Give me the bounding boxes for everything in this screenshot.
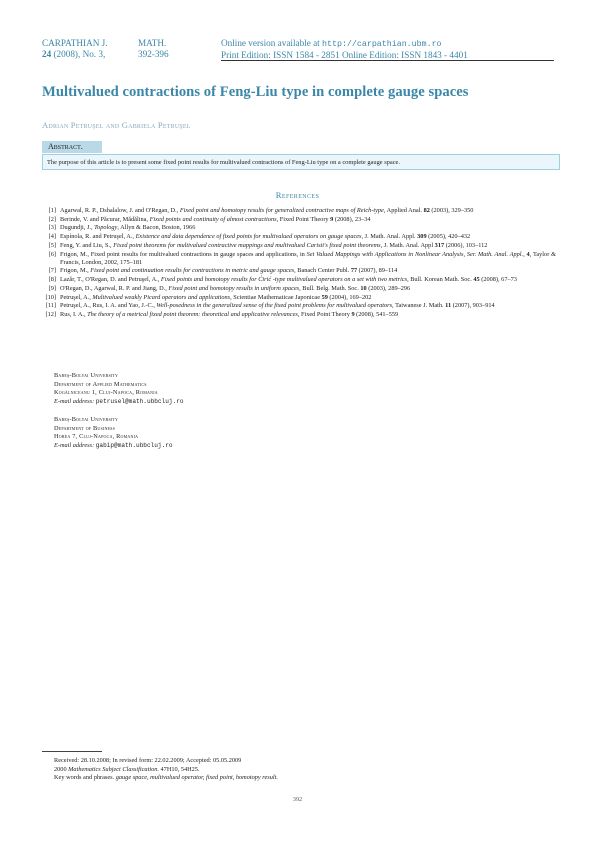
reference-item	[42, 207, 556, 215]
reference-part-a: Agarwal, R. P., Dshalalow, J. and O'Regan, D.,	[60, 207, 180, 214]
journal-issue: (2008), No. 3,	[53, 49, 106, 59]
email-label: E-mail address:	[54, 441, 95, 449]
reference-item	[42, 285, 556, 293]
reference-text	[60, 294, 556, 302]
reference-number: [10]	[45, 293, 56, 301]
reference-part-t: Existence and data dependence of fixed points for multivalued operators on gauge spaces	[135, 233, 362, 241]
edition-info	[221, 38, 468, 61]
reference-text	[60, 302, 556, 310]
keywords-label: Key words and phrases.	[54, 774, 115, 782]
reference-item	[42, 302, 556, 310]
reference-part-b: , J. Math. Anal. Appl.	[361, 233, 418, 241]
reference-part-b: , Applied Anal.	[383, 207, 424, 214]
journal-name: CARPATHIAN J.	[42, 38, 108, 48]
reference-part-b: , Fixed Point Theory	[297, 310, 352, 318]
reference-part-t: Fixed points and homotopy results for Ćirić -type multivalued operators on a set with two metrics	[160, 276, 408, 284]
journal-volume: 24	[42, 49, 52, 59]
abstract-text: The purpose of this article is to present some fixed point results for multivalued contractions of Feng-Liu type on a complete gauge space.	[42, 154, 560, 170]
reference-number: [2]	[48, 215, 56, 223]
reference-part-t: The theory of a metrical fixed point theorem: theoretical and applicative relevances	[87, 310, 298, 318]
header-rule	[221, 60, 554, 61]
abstract-label: Abstract.	[42, 141, 102, 153]
reference-part-c: (2007), 903–914	[451, 302, 495, 310]
reference-part-v: 82	[423, 207, 430, 214]
reference-item	[42, 311, 556, 319]
authors	[42, 120, 191, 130]
email-address[interactable]: gabip@math.ubbcluj.ro	[95, 441, 173, 449]
reference-part-a: Feng, Y. and Liu, S.,	[60, 241, 114, 249]
reference-part-v: 309	[417, 233, 427, 241]
issn-line: Print Edition: ISSN 1584 - 2851 Online Edition: ISSN 1843 - 4401	[221, 50, 468, 60]
address-2	[54, 416, 173, 450]
reference-part-c: (2006), 103–112	[444, 241, 488, 249]
reference-part-a: Petruşel, A., Rus, I. A. and Yao, J.-C.,	[60, 302, 157, 310]
reference-text	[60, 285, 556, 293]
reference-item	[42, 294, 556, 302]
reference-part-b: , Bull. Korean Math. Soc.	[407, 276, 474, 284]
reference-part-c: (2003), 329–350	[429, 207, 474, 214]
address-department: Department of Applied Mathematics	[54, 380, 147, 388]
reference-part-b: , Allyn & Bacon, Boston, 1966	[117, 224, 196, 232]
reference-part-a: Petruşel, A.,	[60, 293, 93, 301]
reference-number: [5]	[48, 241, 56, 249]
keywords-text: gauge space, multivalued operator, fixed point, homotopy result.	[114, 774, 278, 782]
reference-part-a: Dugundji, J.,	[60, 224, 95, 232]
reference-part-v: 45	[473, 276, 480, 284]
reference-text	[60, 267, 556, 275]
reference-part-a: Rus, I. A.,	[60, 310, 88, 318]
reference-number: [11]	[45, 302, 56, 310]
reference-part-b: , Scientiae Mathematicae Japonicae	[230, 293, 322, 301]
reference-text	[60, 207, 556, 215]
reference-part-t: Fixed point and homotopy results in uniform spaces	[168, 284, 300, 292]
reference-part-t: Fixed point theorems for multivalued contractive mappings and multivalued Caristi's fixed point theorems	[113, 241, 381, 249]
footnote-rule	[42, 751, 102, 752]
reference-part-t: Fixed points and continuity of almost contractions	[149, 215, 277, 223]
address-street: Horea 7, Cluj-Napoca, Romania	[54, 433, 139, 441]
reference-item	[42, 224, 556, 232]
reference-number: [12]	[45, 310, 56, 318]
reference-item	[42, 216, 556, 224]
address-1	[54, 372, 184, 406]
reference-part-c: (2008), 67–73	[479, 276, 517, 284]
references-list	[42, 207, 556, 320]
reference-part-b: , Fixed Point Theory	[276, 215, 331, 223]
journal-header	[42, 38, 169, 60]
reference-part-v: 10	[360, 284, 367, 292]
reference-part-t: Well-posedness in the generalized sense of the fixed point problems for multivalued operators	[156, 302, 393, 310]
journal-subject: MATH.	[138, 38, 167, 48]
reference-part-t: Set Valued Mappings with Applications in Nonlinear Analysis, Ser. Math. Anal. Appl.	[306, 250, 524, 258]
reference-part-c: (2008), 541–559	[354, 310, 399, 318]
reference-number: [4]	[48, 233, 56, 241]
reference-part-v: 9	[351, 310, 355, 318]
reference-part-a: Berinde, V. and Păcurar, Mădălina,	[60, 215, 150, 223]
reference-item	[42, 251, 556, 267]
reference-part-b: , Banach Center Publ.	[294, 267, 351, 275]
online-url[interactable]: http://carpathian.ubm.ro	[322, 40, 442, 49]
msc-label: Mathematics Subject Classification.	[68, 765, 159, 773]
reference-item	[42, 233, 556, 241]
reference-part-c: , Taylor & Francis, London, 2002, 175–181	[60, 250, 556, 266]
reference-part-v: 11	[445, 302, 452, 310]
reference-part-a: O'Regan, D., Agarwal, R. P. and Jiang, D.,	[60, 284, 169, 292]
reference-part-a: Lazăr, T., O'Regan, D. and Petruşel, A.,	[60, 276, 161, 284]
reference-text	[60, 242, 556, 250]
msc-year: 2000	[54, 765, 69, 773]
reference-part-b: ,	[523, 250, 527, 258]
author-conjunction: and	[103, 120, 122, 130]
reference-part-v: 77	[350, 267, 358, 275]
reference-part-t: Fixed point and continuation results for contractions in metric and gauge spaces	[90, 267, 295, 275]
reference-text	[60, 233, 556, 241]
address-university: Babeş-Bolyai University	[54, 416, 119, 423]
reference-part-t: Multivalued weakly Picard operators and applications	[92, 293, 231, 301]
references-heading: References	[275, 190, 320, 200]
journal-pages: 392-396	[138, 49, 169, 59]
reference-number: [7]	[48, 267, 56, 275]
reference-part-b: , Bull. Belg. Math. Soc.	[299, 284, 361, 292]
address-street: Kogălniceanu 1, Cluj-Napoca, Romania	[54, 389, 158, 397]
reference-number: [8]	[48, 276, 56, 284]
footnote	[54, 757, 278, 783]
reference-item	[42, 242, 556, 250]
reference-number: [9]	[48, 284, 56, 292]
reference-part-c: (2004), 169–202	[327, 293, 372, 301]
reference-part-c: (2007), 89–114	[357, 267, 398, 275]
reference-part-t: Fixed point and homotopy results for generalized contractive maps of Reich-type	[179, 207, 384, 214]
reference-part-c: (2008), 23–34	[333, 215, 371, 223]
email-address[interactable]: petrusel@math.ubbcluj.ro	[95, 397, 184, 405]
reference-number: [1]	[48, 207, 56, 214]
reference-part-v: 317	[434, 241, 445, 249]
address-university: Babeş-Bolyai University	[54, 372, 119, 379]
online-prefix: Online version available at	[221, 38, 323, 48]
reference-text	[60, 276, 556, 284]
reference-part-a: Frigon, M., Fixed point results for multivalued contractions in gauge spaces and applications, in	[60, 250, 307, 258]
reference-text	[60, 224, 556, 232]
reference-text	[60, 216, 556, 224]
reference-part-c: (2005), 420–432	[426, 233, 471, 241]
article-title: Multivalued contractions of Feng-Liu type in complete gauge spaces	[42, 84, 469, 100]
reference-part-v: 59	[321, 293, 328, 301]
author-1: Adrian Petruşel	[42, 120, 104, 130]
reference-part-v: 9	[330, 215, 334, 223]
reference-item	[42, 276, 556, 284]
reference-part-a: Espínola, R. and Petruşel, A.,	[60, 233, 136, 241]
reference-item	[42, 267, 556, 275]
page-number: 392	[292, 796, 303, 803]
reference-part-b: , J. Math. Anal. Appl	[380, 241, 435, 249]
reference-number: [3]	[48, 224, 56, 232]
author-2: Gabriela Petruşel	[121, 120, 191, 130]
reference-text	[60, 311, 556, 319]
reference-part-v: 4	[526, 250, 530, 258]
address-department: Department of Business	[54, 424, 116, 432]
received-dates: Received: 28.10.2008; In revised form: 22.02.2009; Accepted: 05.05.2009	[54, 757, 242, 764]
reference-text	[60, 251, 556, 267]
reference-number: [6]	[48, 250, 56, 258]
msc-codes: 47H10, 54H25.	[158, 765, 200, 773]
email-label: E-mail address:	[54, 397, 95, 405]
reference-part-t: Topology	[94, 224, 118, 232]
reference-part-a: Frigon, M.,	[60, 267, 91, 275]
reference-part-b: , Taiwanese J. Math.	[392, 302, 446, 310]
reference-part-c: (2003), 289–296	[366, 284, 411, 292]
